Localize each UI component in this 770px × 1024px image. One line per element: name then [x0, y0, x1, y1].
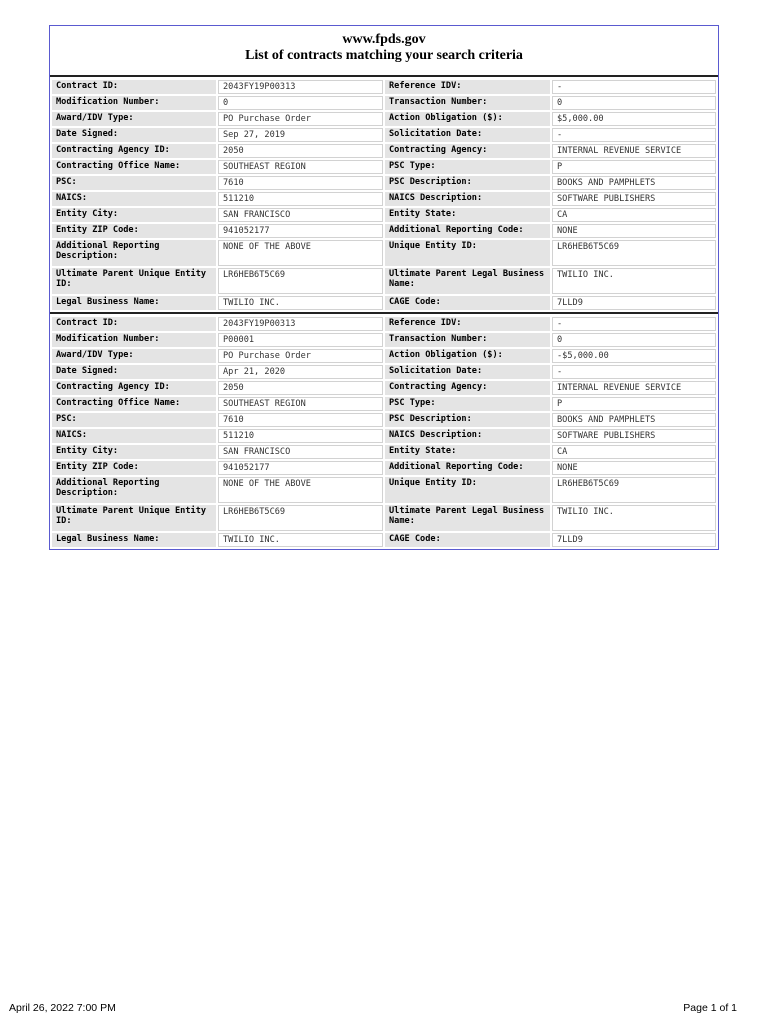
table-row — [52, 333, 716, 347]
table-row — [52, 208, 716, 222]
psc-type-value: P — [552, 397, 716, 411]
legal-business-name-value: TWILIO INC. — [218, 533, 383, 547]
unique-entity-id-value: LR6HEB6T5C69 — [552, 477, 716, 503]
date-signed-label: Date Signed: — [52, 128, 216, 142]
table-row — [52, 317, 716, 331]
entity-zip-label: Entity ZIP Code: — [52, 224, 216, 238]
contract-id-value: 2043FY19P00313 — [218, 80, 383, 94]
ultimate-parent-uei-label: Ultimate Parent Unique Entity ID: — [52, 505, 216, 531]
action-obligation-label: Action Obligation ($): — [385, 112, 550, 126]
table-row — [52, 80, 716, 94]
table-row — [52, 144, 716, 158]
entity-zip-label: Entity ZIP Code: — [52, 461, 216, 475]
contract-id-value: 2043FY19P00313 — [218, 317, 383, 331]
ultimate-parent-legal-name-label: Ultimate Parent Legal Business Name: — [385, 505, 550, 531]
contracting-agency-label: Contracting Agency: — [385, 381, 550, 395]
contracting-agency-id-label: Contracting Agency ID: — [52, 381, 216, 395]
legal-business-name-label: Legal Business Name: — [52, 533, 216, 547]
contracting-office-name-value: SOUTHEAST REGION — [218, 397, 383, 411]
table-row — [52, 112, 716, 126]
table-row — [52, 381, 716, 395]
solicitation-date-label: Solicitation Date: — [385, 365, 550, 379]
solicitation-date-label: Solicitation Date: — [385, 128, 550, 142]
psc-value: 7610 — [218, 176, 383, 190]
transaction-number-label: Transaction Number: — [385, 333, 550, 347]
transaction-number-value: 0 — [552, 333, 716, 347]
table-row — [52, 268, 716, 294]
date-signed-value: Sep 27, 2019 — [218, 128, 383, 142]
psc-description-value: BOOKS AND PAMPHLETS — [552, 413, 716, 427]
page-title: List of contracts matching your search criteria — [245, 48, 523, 63]
table-row — [52, 240, 716, 266]
contracting-office-name-label: Contracting Office Name: — [52, 160, 216, 174]
table-row — [52, 192, 716, 206]
table-row — [52, 296, 716, 310]
contracting-agency-value: INTERNAL REVENUE SERVICE — [552, 144, 716, 158]
additional-reporting-description-label: Additional Reporting Description: — [52, 477, 216, 503]
entity-zip-value: 941052177 — [218, 461, 383, 475]
additional-reporting-code-label: Additional Reporting Code: — [385, 224, 550, 238]
page-number: Page 1 of 1 — [683, 1002, 737, 1014]
award-idv-type-value: PO Purchase Order — [218, 349, 383, 363]
action-obligation-label: Action Obligation ($): — [385, 349, 550, 363]
reference-idv-value: - — [552, 80, 716, 94]
psc-label: PSC: — [52, 176, 216, 190]
contract-record — [50, 77, 718, 314]
additional-reporting-code-value: NONE — [552, 461, 716, 475]
solicitation-date-value: - — [552, 365, 716, 379]
award-idv-type-value: PO Purchase Order — [218, 112, 383, 126]
additional-reporting-code-value: NONE — [552, 224, 716, 238]
contracting-agency-value: INTERNAL REVENUE SERVICE — [552, 381, 716, 395]
naics-value: 511210 — [218, 429, 383, 443]
entity-state-value: CA — [552, 445, 716, 459]
ultimate-parent-uei-label: Ultimate Parent Unique Entity ID: — [52, 268, 216, 294]
cage-code-value: 7LLD9 — [552, 533, 716, 547]
naics-label: NAICS: — [52, 429, 216, 443]
psc-description-label: PSC Description: — [385, 413, 550, 427]
additional-reporting-description-value: NONE OF THE ABOVE — [218, 240, 383, 266]
table-row — [52, 505, 716, 531]
additional-reporting-code-label: Additional Reporting Code: — [385, 461, 550, 475]
entity-city-label: Entity City: — [52, 208, 216, 222]
contracting-agency-id-value: 2050 — [218, 381, 383, 395]
cage-code-label: CAGE Code: — [385, 296, 550, 310]
contract-record — [50, 314, 718, 549]
records-container — [50, 77, 718, 549]
award-idv-type-label: Award/IDV Type: — [52, 112, 216, 126]
action-obligation-value: $5,000.00 — [552, 112, 716, 126]
naics-description-label: NAICS Description: — [385, 429, 550, 443]
reference-idv-label: Reference IDV: — [385, 317, 550, 331]
contracting-office-name-label: Contracting Office Name: — [52, 397, 216, 411]
results-header — [50, 26, 718, 77]
solicitation-date-value: - — [552, 128, 716, 142]
contracting-agency-id-label: Contracting Agency ID: — [52, 144, 216, 158]
contract-record-table — [50, 78, 718, 312]
naics-description-value: SOFTWARE PUBLISHERS — [552, 192, 716, 206]
legal-business-name-label: Legal Business Name: — [52, 296, 216, 310]
entity-state-label: Entity State: — [385, 208, 550, 222]
table-row — [52, 445, 716, 459]
additional-reporting-description-value: NONE OF THE ABOVE — [218, 477, 383, 503]
contracting-agency-id-value: 2050 — [218, 144, 383, 158]
action-obligation-value: -$5,000.00 — [552, 349, 716, 363]
legal-business-name-value: TWILIO INC. — [218, 296, 383, 310]
unique-entity-id-label: Unique Entity ID: — [385, 477, 550, 503]
contract-id-label: Contract ID: — [52, 317, 216, 331]
contracting-office-name-value: SOUTHEAST REGION — [218, 160, 383, 174]
unique-entity-id-value: LR6HEB6T5C69 — [552, 240, 716, 266]
print-timestamp: April 26, 2022 7:00 PM — [9, 1002, 116, 1014]
results-panel — [49, 25, 719, 550]
table-row — [52, 477, 716, 503]
ultimate-parent-uei-value: LR6HEB6T5C69 — [218, 505, 383, 531]
modification-number-value: P00001 — [218, 333, 383, 347]
ultimate-parent-uei-value: LR6HEB6T5C69 — [218, 268, 383, 294]
entity-city-label: Entity City: — [52, 445, 216, 459]
award-idv-type-label: Award/IDV Type: — [52, 349, 216, 363]
table-row — [52, 96, 716, 110]
psc-value: 7610 — [218, 413, 383, 427]
psc-type-label: PSC Type: — [385, 397, 550, 411]
date-signed-value: Apr 21, 2020 — [218, 365, 383, 379]
naics-description-label: NAICS Description: — [385, 192, 550, 206]
entity-state-label: Entity State: — [385, 445, 550, 459]
table-row — [52, 365, 716, 379]
reference-idv-value: - — [552, 317, 716, 331]
psc-description-label: PSC Description: — [385, 176, 550, 190]
unique-entity-id-label: Unique Entity ID: — [385, 240, 550, 266]
table-row — [52, 397, 716, 411]
table-row — [52, 176, 716, 190]
date-signed-label: Date Signed: — [52, 365, 216, 379]
naics-description-value: SOFTWARE PUBLISHERS — [552, 429, 716, 443]
contracting-agency-label: Contracting Agency: — [385, 144, 550, 158]
transaction-number-value: 0 — [552, 96, 716, 110]
entity-zip-value: 941052177 — [218, 224, 383, 238]
modification-number-label: Modification Number: — [52, 96, 216, 110]
table-row — [52, 533, 716, 547]
entity-state-value: CA — [552, 208, 716, 222]
psc-description-value: BOOKS AND PAMPHLETS — [552, 176, 716, 190]
cage-code-value: 7LLD9 — [552, 296, 716, 310]
site-name: www.fpds.gov — [342, 32, 426, 47]
modification-number-label: Modification Number: — [52, 333, 216, 347]
contract-record-table — [50, 315, 718, 549]
ultimate-parent-legal-name-value: TWILIO INC. — [552, 505, 716, 531]
table-row — [52, 429, 716, 443]
table-row — [52, 413, 716, 427]
naics-label: NAICS: — [52, 192, 216, 206]
table-row — [52, 128, 716, 142]
ultimate-parent-legal-name-value: TWILIO INC. — [552, 268, 716, 294]
additional-reporting-description-label: Additional Reporting Description: — [52, 240, 216, 266]
psc-type-value: P — [552, 160, 716, 174]
transaction-number-label: Transaction Number: — [385, 96, 550, 110]
table-row — [52, 224, 716, 238]
contract-id-label: Contract ID: — [52, 80, 216, 94]
psc-label: PSC: — [52, 413, 216, 427]
psc-type-label: PSC Type: — [385, 160, 550, 174]
reference-idv-label: Reference IDV: — [385, 80, 550, 94]
table-row — [52, 349, 716, 363]
entity-city-value: SAN FRANCISCO — [218, 208, 383, 222]
naics-value: 511210 — [218, 192, 383, 206]
cage-code-label: CAGE Code: — [385, 533, 550, 547]
table-row — [52, 461, 716, 475]
entity-city-value: SAN FRANCISCO — [218, 445, 383, 459]
table-row — [52, 160, 716, 174]
ultimate-parent-legal-name-label: Ultimate Parent Legal Business Name: — [385, 268, 550, 294]
modification-number-value: 0 — [218, 96, 383, 110]
